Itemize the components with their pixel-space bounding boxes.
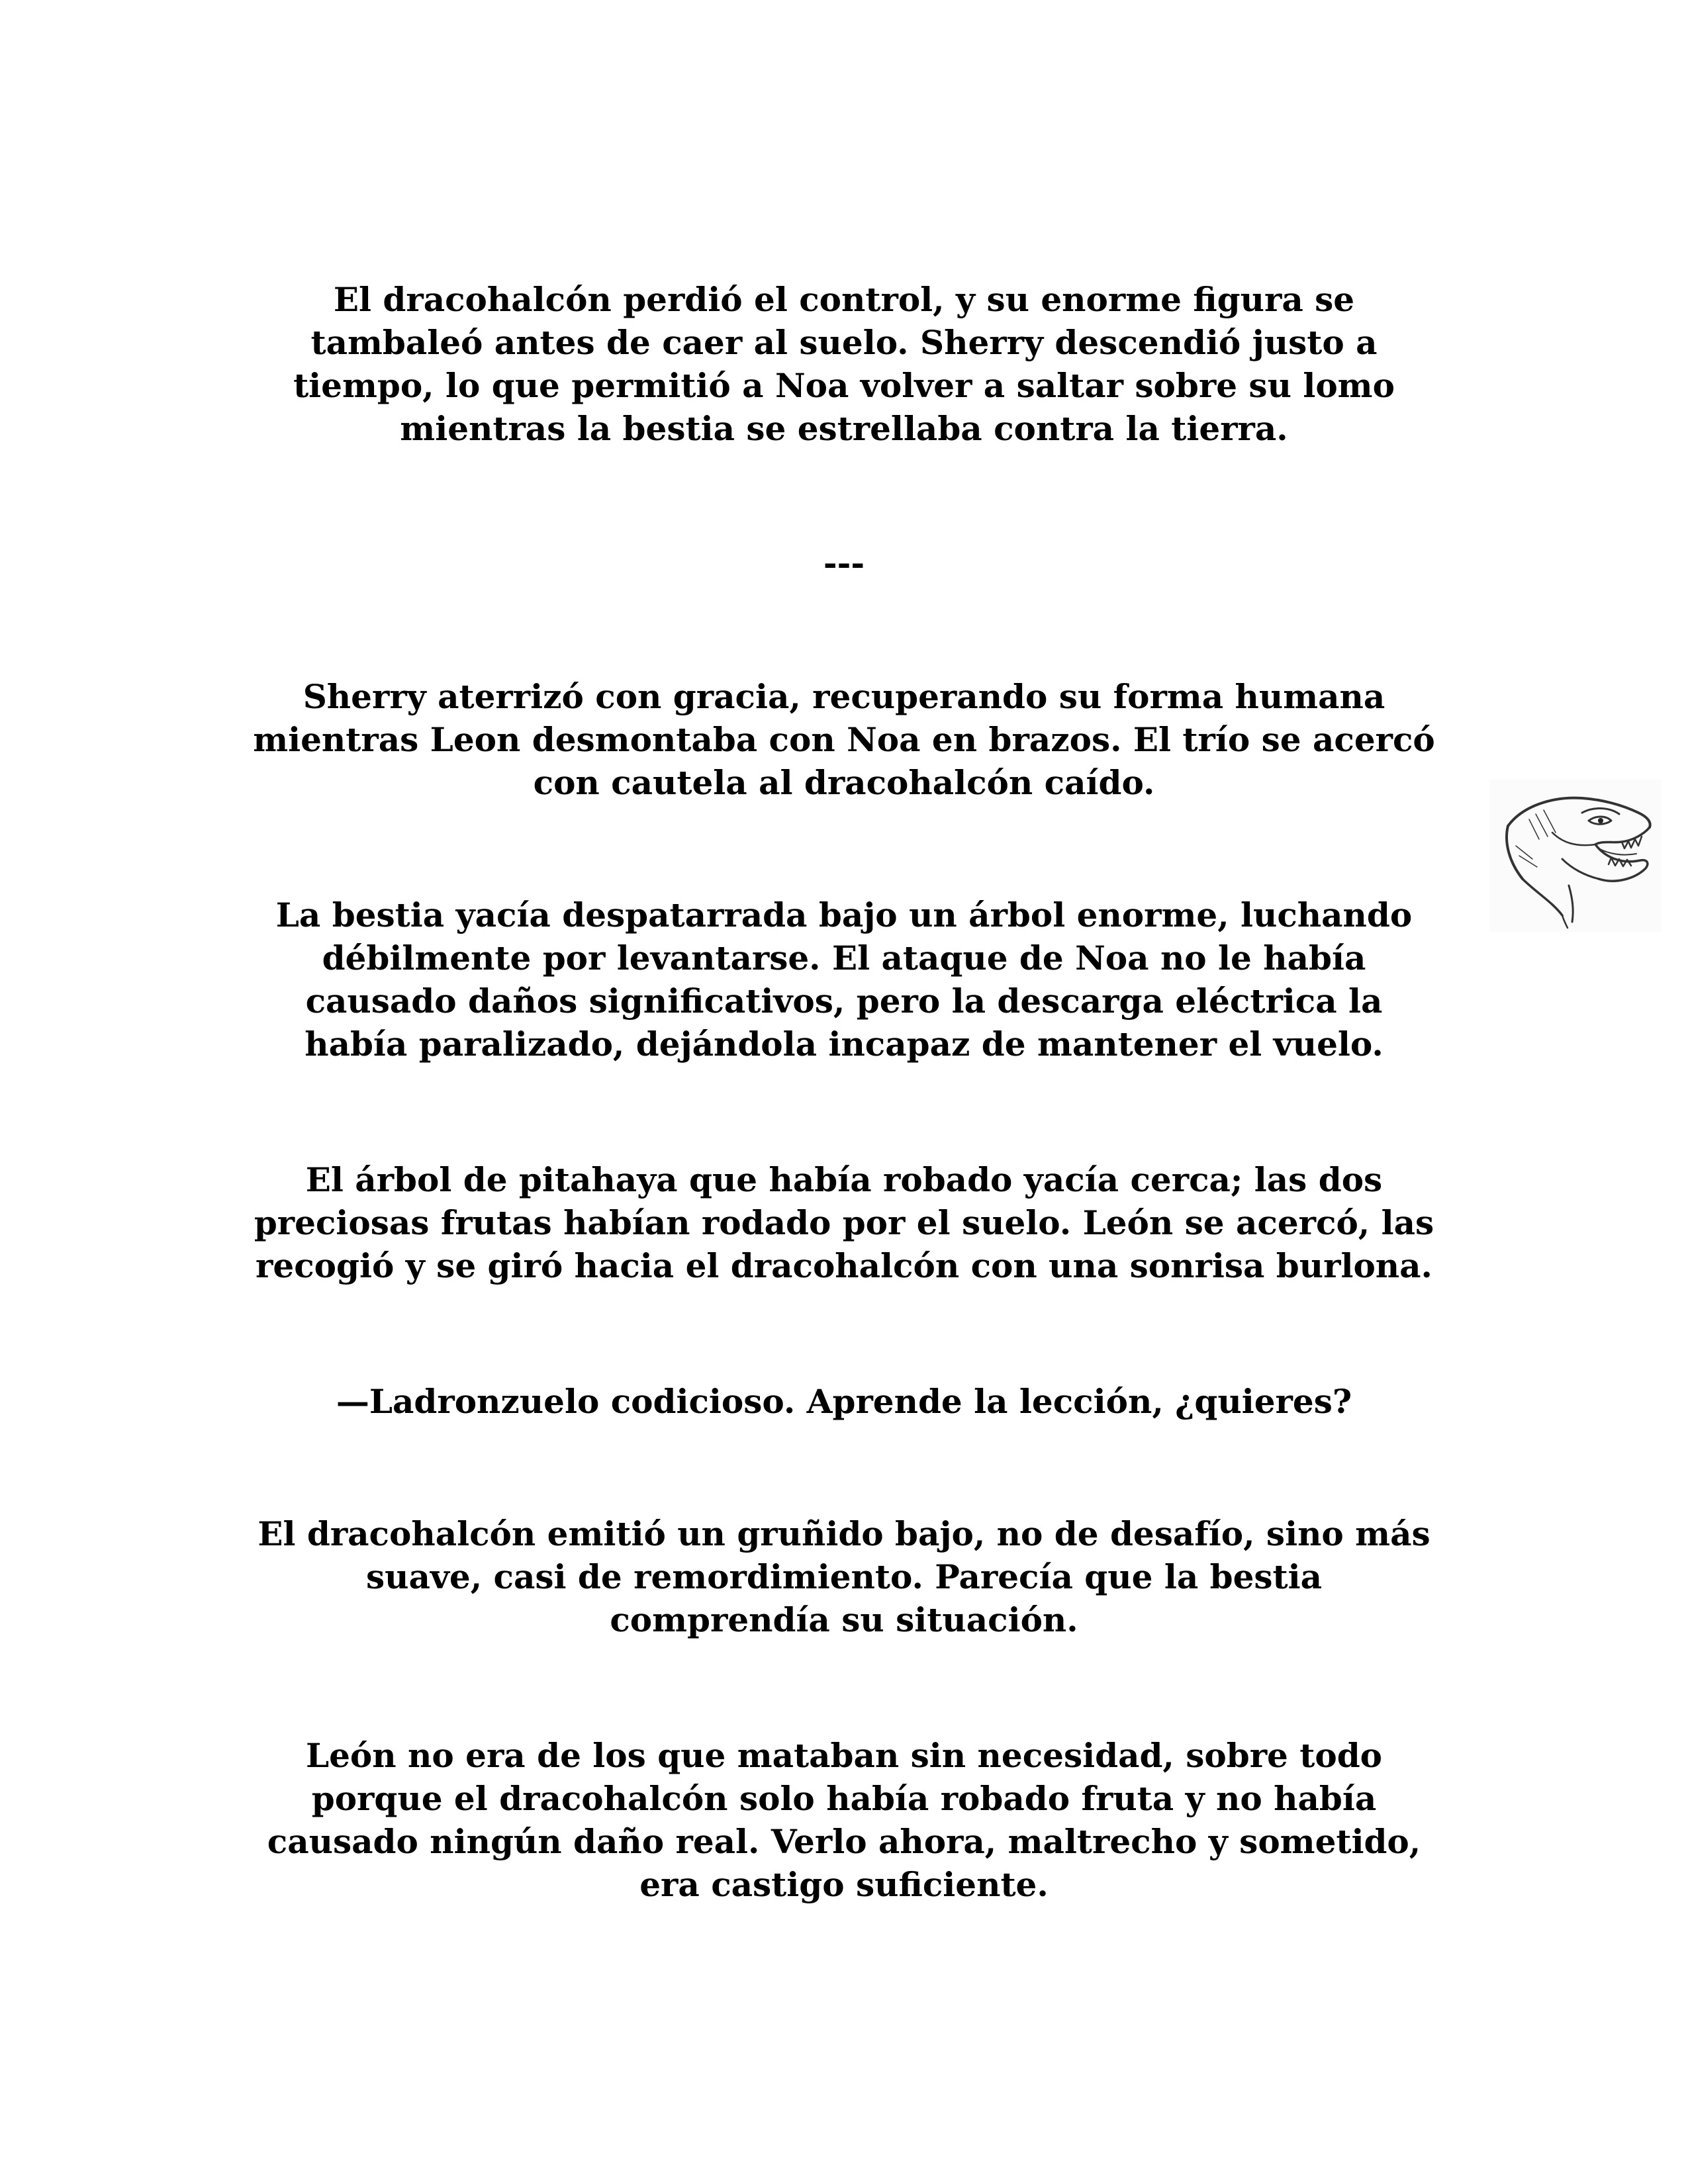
text-line: El árbol de pitahaya que había robado yacía cerca; las dos xyxy=(305,1160,1383,1199)
text-line: con cautela al dracohalcón caído. xyxy=(533,763,1155,802)
text-line: El dracohalcón emitió un gruñido bajo, no de desafío, sino más xyxy=(258,1514,1430,1553)
text-line: débilmente por levantarse. El ataque de Noa no le había xyxy=(322,938,1366,978)
text-line: causado daños significativos, pero la descarga eléctrica la xyxy=(305,981,1383,1021)
section-separator xyxy=(199,541,1489,584)
paragraph-1 xyxy=(199,278,1489,450)
text-line: había paralizado, dejándola incapaz de mantener el vuelo. xyxy=(305,1024,1383,1064)
text-line: porque el dracohalcón solo había robado fruta y no había xyxy=(311,1779,1377,1818)
text-line: mientras Leon desmontaba con Noa en brazos. El trío se acercó xyxy=(253,720,1435,759)
text-line: comprendía su situación. xyxy=(610,1600,1078,1639)
text-line: tiempo, lo que permitió a Noa volver a saltar sobre su lomo xyxy=(293,366,1395,405)
paragraph-2 xyxy=(199,675,1489,804)
separator-text: --- xyxy=(823,543,865,582)
text-line: La bestia yacía despatarrada bajo un árbol enorme, luchando xyxy=(275,895,1413,934)
text-line: Sherry aterrizó con gracia, recuperando su forma humana xyxy=(303,677,1385,716)
paragraph-5 xyxy=(199,1380,1489,1423)
text-line: —Ladronzuelo codicioso. Aprende la lección, ¿quieres? xyxy=(336,1382,1352,1421)
text-line: tambaleó antes de caer al suelo. Sherry descendió justo a xyxy=(310,323,1378,362)
paragraph-6 xyxy=(199,1512,1489,1641)
text-line: mientras la bestia se estrellaba contra la tierra. xyxy=(400,409,1288,448)
paragraph-7 xyxy=(199,1734,1489,1906)
paragraph-4 xyxy=(199,1158,1489,1287)
text-line: El dracohalcón perdió el control, y su enorme figura se xyxy=(333,280,1355,319)
text-line: preciosas frutas habían rodado por el suelo. León se acercó, las xyxy=(254,1203,1434,1242)
paragraph-3 xyxy=(199,893,1489,1066)
text-line: era castigo suficiente. xyxy=(639,1865,1049,1904)
text-line: causado ningún daño real. Verlo ahora, maltrecho y sometido, xyxy=(267,1822,1421,1861)
dinosaur-sketch-drawing xyxy=(1489,780,1662,932)
text-line: recogió y se giró hacia el dracohalcón con una sonrisa burlona. xyxy=(256,1246,1432,1285)
text-line: León no era de los que mataban sin necesidad, sobre todo xyxy=(305,1736,1383,1775)
text-line: suave, casi de remordimiento. Parecía que la bestia xyxy=(365,1557,1323,1596)
dinosaur-head-sketch-icon xyxy=(1489,780,1662,932)
